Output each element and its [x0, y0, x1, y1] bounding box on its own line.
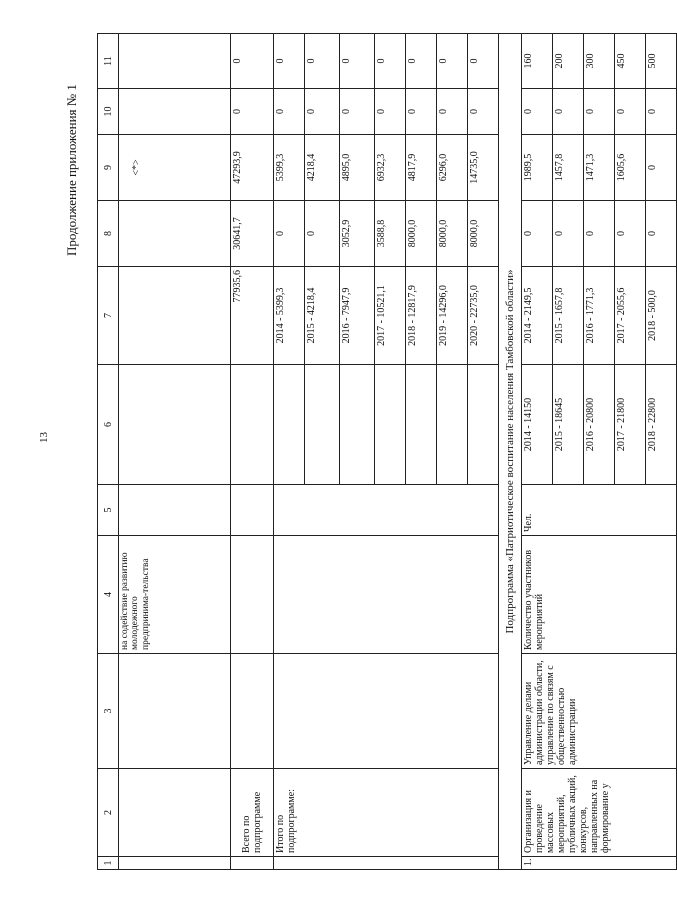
table-cell: 1605,6	[615, 135, 646, 201]
total-value: 30641,7	[231, 201, 274, 267]
header-row	[98, 34, 119, 870]
table-cell: 8000,0	[437, 201, 468, 267]
table-cell: 450	[615, 34, 646, 89]
table-cell: 6932,3	[375, 135, 406, 201]
item-executor: Управление делами администрации области, управление по связям с общественностью администрации	[522, 654, 677, 769]
item-indicator: Количество участников мероприятий	[522, 536, 677, 654]
table-cell: 0	[584, 201, 615, 267]
table-cell: 1457,8	[553, 135, 584, 201]
table-cell: 2016 - 1771,3	[584, 267, 615, 365]
table-cell: 3588,8	[375, 201, 406, 267]
itogo-row	[274, 34, 305, 870]
table-cell: 0	[522, 201, 553, 267]
table-cell: 200	[553, 34, 584, 89]
table-cell: 4895,0	[340, 135, 375, 201]
header-cell: 1	[98, 857, 119, 870]
budget-table-frame	[97, 34, 658, 870]
table-cell: 2017 - 2055,6	[615, 267, 646, 365]
table-cell: 0	[437, 89, 468, 135]
table-cell: 2016 - 7947,9	[340, 267, 375, 365]
total-row	[231, 34, 274, 870]
continuation-row	[119, 34, 231, 870]
measure-description: на содействие развитию молодежного предпринима-тельства	[119, 536, 231, 654]
table-cell: 2017 - 10521,1	[375, 267, 406, 365]
table-cell: 0	[553, 89, 584, 135]
table-cell: 8000,0	[468, 201, 499, 267]
table-cell: 2017 - 21800	[615, 365, 646, 485]
table-cell: 0	[305, 201, 340, 267]
table-cell: 0	[615, 201, 646, 267]
item-row	[522, 34, 553, 870]
table-cell: 0	[468, 89, 499, 135]
item-number: 1.	[522, 857, 677, 870]
table-cell: 0	[305, 34, 340, 89]
table-cell: 0	[406, 34, 437, 89]
table-cell: 2014 - 14150	[522, 365, 553, 485]
table-cell: 2018 - 12817,9	[406, 267, 437, 365]
table-cell: 8000,0	[406, 201, 437, 267]
table-cell: 2015 - 18645	[553, 365, 584, 485]
total-value: 0	[231, 89, 274, 135]
table-cell: 0	[340, 89, 375, 135]
table-cell: 0	[375, 34, 406, 89]
table-cell: 2014 - 5399,3	[274, 267, 305, 365]
table-cell: 0	[375, 89, 406, 135]
table-cell: 2018 - 22800	[646, 365, 677, 485]
table-cell: 500	[646, 34, 677, 89]
table-cell: 0	[646, 201, 677, 267]
subprogram-title: Подпрограмма «Патриотическое воспитание населения Тамбовской области»	[499, 34, 522, 870]
table-cell: 300	[584, 34, 615, 89]
header-cell: 8	[98, 201, 119, 267]
table-cell: 0	[274, 89, 305, 135]
header-cell: 9	[98, 135, 119, 201]
table-cell: 0	[468, 34, 499, 89]
table-cell: 4817,9	[406, 135, 437, 201]
table-cell: 0	[553, 201, 584, 267]
page-number: 13	[38, 432, 50, 443]
budget-table	[97, 33, 677, 870]
table-cell: 0	[584, 89, 615, 135]
header-cell: 7	[98, 267, 119, 365]
table-cell: 2016 - 20800	[584, 365, 615, 485]
total-label: Всего по подпрограмме	[231, 769, 274, 857]
table-cell: 2018 - 500,0	[646, 267, 677, 365]
total-value: 0	[231, 34, 274, 89]
header-cell: 5	[98, 485, 119, 536]
table-cell: 2020 - 22735,0	[468, 267, 499, 365]
table-cell: 0	[437, 34, 468, 89]
table-cell: 0	[615, 89, 646, 135]
header-cell: 6	[98, 365, 119, 485]
header-cell: 10	[98, 89, 119, 135]
total-value: 47293,9	[231, 135, 274, 201]
table-cell: 0	[646, 89, 677, 135]
table-cell: 4218,4	[305, 135, 340, 201]
table-cell: 1989,5	[522, 135, 553, 201]
table-cell: 2019 - 14296,0	[437, 267, 468, 365]
table-cell: 0	[274, 34, 305, 89]
total-value: 77935,6	[231, 267, 274, 365]
itogo-label: Итого по подпрограмме:	[274, 769, 499, 857]
table-cell: 1471,3	[584, 135, 615, 201]
table-cell: 2014 - 2149,5	[522, 267, 553, 365]
table-cell: 0	[274, 201, 305, 267]
table-cell: 0	[406, 89, 437, 135]
item-unit: Чел.	[522, 485, 677, 536]
table-cell: 2015 - 1657,8	[553, 267, 584, 365]
item-name: Организация и проведение массовых мероприятий, публичных акций, конкурсов, направленных на формирование у	[522, 769, 677, 857]
table-cell: 0	[305, 89, 340, 135]
header-cell: 3	[98, 654, 119, 769]
table-cell: 5399,3	[274, 135, 305, 201]
header-cell: 2	[98, 769, 119, 857]
table-cell: 160	[522, 34, 553, 89]
header-cell: 11	[98, 34, 119, 89]
table-cell: 0	[646, 135, 677, 201]
table-cell: 3052,9	[340, 201, 375, 267]
footnote-mark: <*>	[119, 135, 231, 201]
header-cell: 4	[98, 536, 119, 654]
table-cell: 6296,0	[437, 135, 468, 201]
subprogram-row	[499, 34, 522, 870]
page-title: Продолжение приложения № 1	[64, 84, 79, 256]
table-cell: 14735,0	[468, 135, 499, 201]
table-cell: 2015 - 4218,4	[305, 267, 340, 365]
table-cell: 0	[340, 34, 375, 89]
table-cell: 0	[522, 89, 553, 135]
